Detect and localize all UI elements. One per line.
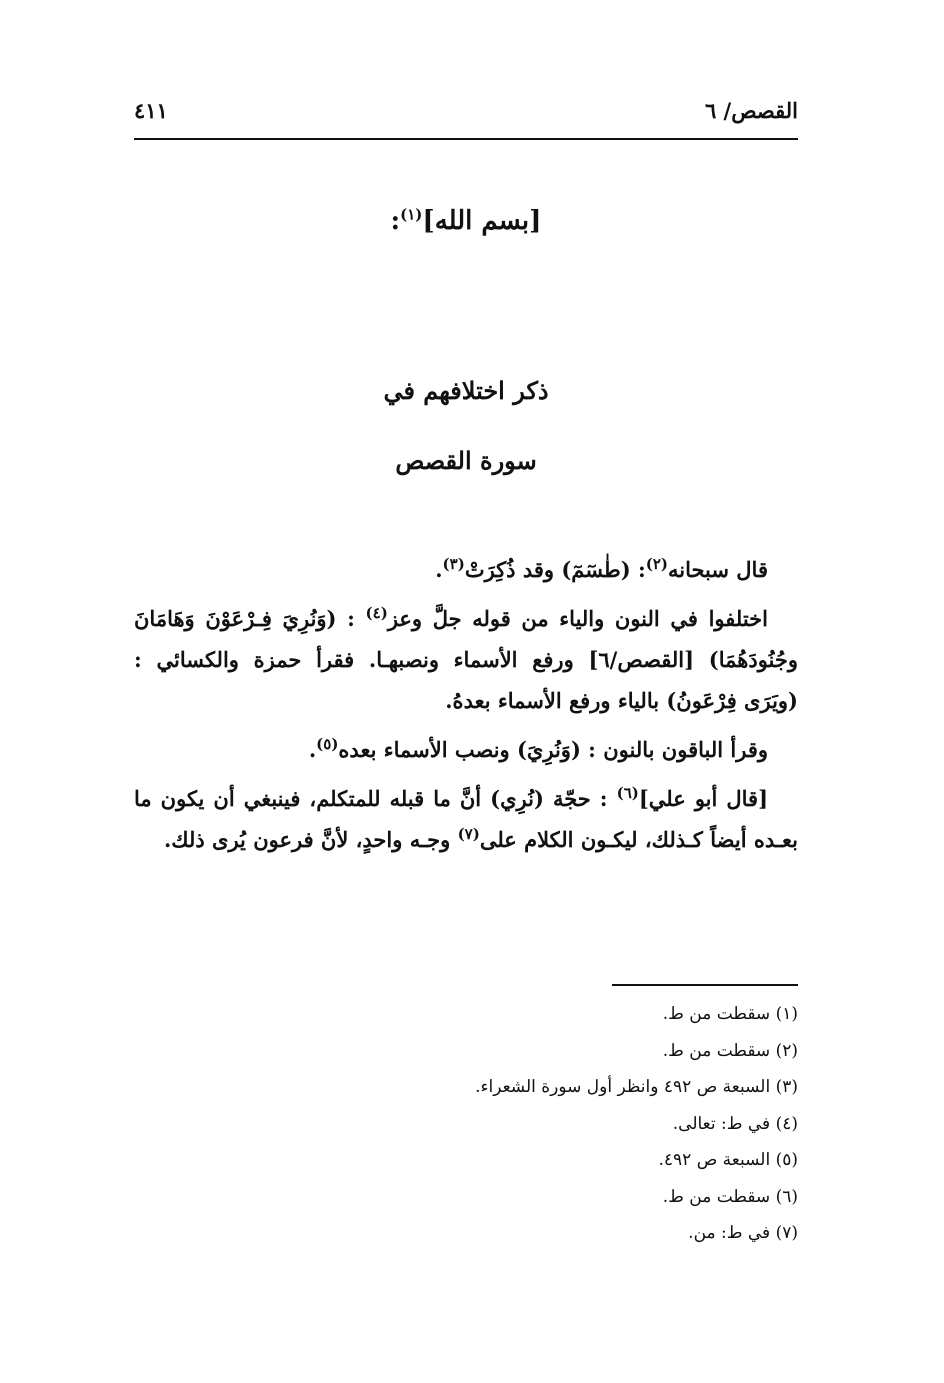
text-run: : (طٰسٓمٓ) وقد ذُكِرَتْ — [464, 557, 646, 582]
footnote-ref: (٧) — [457, 824, 480, 843]
running-header — [134, 92, 798, 128]
text-run: . — [435, 557, 443, 582]
footnote-6: (٦) سقطت من ط. — [662, 1186, 798, 1207]
basmala-trail: : — [390, 206, 401, 236]
footnote-2: (٢) سقطت من ط. — [662, 1040, 798, 1061]
paragraph-2 — [134, 599, 798, 722]
footnote-7: (٧) في ط: من. — [688, 1223, 798, 1243]
footnote-ref: (٦) — [616, 783, 639, 802]
footnote-ref: (٢) — [645, 555, 668, 573]
footnotes — [134, 996, 798, 1252]
paragraph-1 — [134, 550, 798, 591]
text-run: اختلفوا في النون والياء من قوله جلَّ وعز — [387, 605, 768, 631]
text-run: وجـه واحدٍ، لأنَّ فرعون يُرى ذلك. — [163, 826, 451, 852]
text-run: : (وَنُرِيَ فِـرْعَوْنَ وَهَامَانَ وجُنُودَهُمَا) [القصص/٦] ورفع الأسماء ونصبهـا. فقرأ حمزة والكسائي : (ويَرَى فِرْعَونُ) بالياء ورفع الأسماء بعدهُ. — [134, 605, 799, 713]
footnote-4: (٤) في ط: تعالى. — [672, 1113, 798, 1134]
main-text — [134, 550, 798, 869]
footnote-ref: (٣) — [442, 555, 465, 573]
page-number: ٤١١ — [134, 98, 168, 123]
chapter-title-line-1: ذكر اختلافهم في — [383, 376, 549, 405]
text-run: . — [308, 736, 317, 762]
footnote-1: (١) سقطت من ط. — [662, 1004, 798, 1024]
footnote-3: (٣) السبعة ص ٤٩٢ وانظر أول سورة الشعراء. — [475, 1077, 798, 1097]
footnote-ref: (٥) — [316, 734, 339, 753]
footnote-ref: (١) — [400, 205, 423, 224]
text-run: : حجّة (نُرِي) أنَّ ما قبله للمتكلم، فينبغي أن يكون ما بعـده أيضاً كـذلك، ليكـون الكلام على — [134, 785, 798, 852]
text-run: وقرأ الباقون بالنون : (وَنُرِيَ) ونصب الأسماء بعده — [338, 736, 768, 762]
text-run: [قال أبو علي] — [638, 785, 769, 811]
basmala-heading — [134, 206, 798, 236]
chapter-title-line-2: سورة القصص — [395, 446, 537, 475]
footnote-ref: (٤) — [365, 603, 388, 622]
footnote-5: (٥) السبعة ص ٤٩٢. — [658, 1150, 798, 1170]
text-run: قال سبحانه — [668, 557, 768, 582]
paragraph-4 — [134, 779, 798, 861]
basmala-text: [بسم الله] — [422, 206, 542, 236]
footnote-rule — [612, 984, 798, 986]
header-rule — [134, 138, 798, 140]
running-header-title: القصص/ ٦ — [704, 98, 798, 123]
paragraph-3 — [134, 730, 798, 771]
